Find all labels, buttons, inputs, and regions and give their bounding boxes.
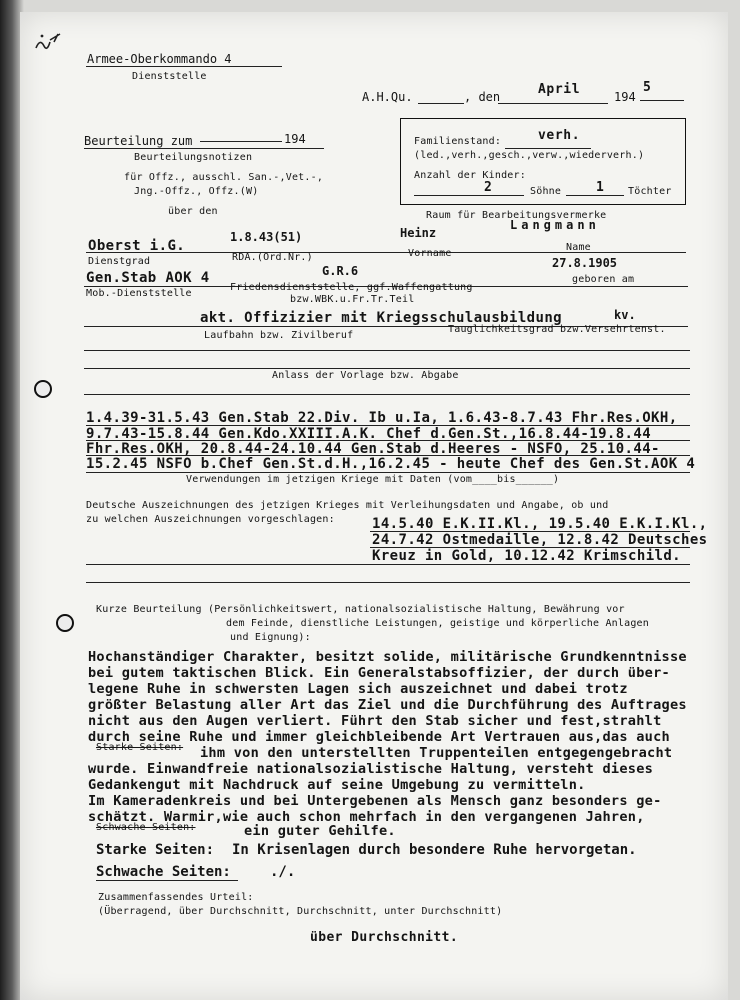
assessment-line-3: legene Ruhe in schwersten Lagen sich auszeichnet und dabei trotz <box>88 681 628 697</box>
fitness-label: Tauglichkeitsgrad bzw.Versehrtenst. <box>448 324 666 335</box>
fitness-value: kv. <box>614 308 636 322</box>
short-assessment-label-1: Kurze Beurteilung (Persönlichkeitswert, nationalsozialistische Haltung, Bewährung vor <box>96 604 625 615</box>
raum-label: Raum für Bearbeitungsvermerke <box>426 210 607 221</box>
den-label: , den <box>464 90 501 104</box>
assignment-line-1: 1.4.39-31.5.43 Gen.Stab 22.Div. Ib u.Ia, 1.6.43-8.7.43 Fhr.Res.OKH, <box>86 410 678 426</box>
family-status-underline <box>505 148 591 149</box>
assignment-underline-4 <box>86 472 690 473</box>
assessment-line-8: wurde. Einwandfreie nationalsozialistische Haltung, versteht dieses <box>88 761 654 777</box>
last-name-value: Langmann <box>510 218 600 232</box>
notes-label: Beurteilungsnotizen <box>134 152 253 163</box>
sons-count: 2 <box>484 180 493 195</box>
decoration-underline-1 <box>370 531 690 532</box>
summary-label: Zusammenfassendes Urteil: <box>98 892 254 903</box>
born-label: geboren am <box>572 274 635 285</box>
rank-value: Oberst i.G. <box>88 238 186 254</box>
short-assessment-label-2: dem Feinde, dienstliche Leistungen, geistige und körperliche Anlagen <box>226 618 649 629</box>
strengths-label: Starke Seiten: <box>96 842 215 858</box>
assessment-line-2: bei gutem taktischen Blick. Ein Generalstabsoffizier, der durch über- <box>88 665 670 681</box>
summary-value: über Durchschnitt. <box>310 930 459 945</box>
family-status-options: (led.,verh.,gesch.,verw.,wiederverh.) <box>414 150 645 161</box>
date-underline <box>498 103 608 104</box>
sons-label: Söhne <box>530 186 562 197</box>
decoration-underline-2 <box>370 547 690 548</box>
assessment-line-7: ihm von den unterstellten Truppenteilen entgegengebracht <box>200 745 673 761</box>
occasion-line-3 <box>84 394 690 395</box>
weaknesses-underline <box>96 880 238 881</box>
assignment-line-3: Fhr.Res.OKH, 20.8.44-24.10.44 Gen.Stab d.Heeres - NSFO, 25.10.44- <box>86 441 660 457</box>
assignment-line-2: 9.7.43-15.8.44 Gen.Kdo.XXIII.A.K. Chef d.Gen.St.,16.8.44-19.8.44 <box>86 426 652 442</box>
assignment-underline-2 <box>86 440 690 441</box>
strengths-value: In Krisenlagen durch besondere Ruhe hervorgetan. <box>232 842 637 858</box>
weaknesses-label: Schwache Seiten: <box>96 864 231 880</box>
sons-underline <box>414 195 524 196</box>
decoration-line-2: 24.7.42 Ostmedaille, 12.8.42 Deutsches <box>372 532 708 548</box>
ink-scribble <box>32 28 72 58</box>
first-name-label: Vorname <box>408 248 452 259</box>
assignment-underline-1 <box>86 425 690 426</box>
mob-unit-value: Gen.Stab AOK 4 <box>86 270 210 286</box>
decorations-label-1: Deutsche Auszeichnungen des jetzigen Krieges mit Verleihungsdaten und Angabe, ob und <box>86 500 609 511</box>
decoration-line-3: Kreuz in Gold, 10.12.42 Krimschild. <box>372 548 682 564</box>
command-title: Armee-Oberkommando 4 <box>87 52 232 66</box>
daughters-count: 1 <box>596 180 605 195</box>
decoration-underline-3 <box>86 564 690 565</box>
weaknesses-value: ./. <box>270 864 296 880</box>
assessment-line-4: größter Belastung aller Art das Ziel und die Durchführung des Auftrages <box>88 697 687 713</box>
decoration-line-1: 14.5.40 E.K.II.Kl., 19.5.40 E.K.I.Kl., <box>372 516 708 532</box>
command-underline <box>86 66 282 67</box>
year-underline <box>640 100 684 101</box>
rda-value: 1.8.43(51) <box>230 230 303 244</box>
decorations-label-2: zu welchen Auszeichnungen vorgeschlagen: <box>86 514 335 525</box>
assessment-title: Beurteilung zum <box>84 134 193 148</box>
assessment-line-10: Im Kameradenkreis und bei Untergebenen als Mensch ganz besonders ge- <box>88 793 662 809</box>
dienststelle-label: Dienststelle <box>132 71 207 82</box>
punch-hole-lower <box>56 614 74 632</box>
assessment-year-blank <box>200 141 282 142</box>
occasion-line-1 <box>84 350 690 351</box>
career-value: akt. Offizizier mit Kriegsschulausbildung <box>200 310 562 326</box>
family-status-value: verh. <box>538 128 581 143</box>
daughters-label: Töchter <box>628 186 672 197</box>
punch-hole-upper <box>34 380 52 398</box>
assessment-line-6: durch seine Ruhe und immer gleichbleibende Art Vertrauen aus,das auch <box>88 729 670 745</box>
peace-unit-value: G.R.6 <box>322 264 359 278</box>
ahqu-underline <box>418 103 464 104</box>
children-label: Anzahl der Kinder: <box>414 170 526 181</box>
assignments-label: Verwendungen im jetzigen Kriege mit Daten (vom____bis______) <box>186 474 560 485</box>
year-digit: 5 <box>643 80 652 95</box>
assessment-line-9: Gedankengut mit Nachdruck auf seine Umgebung zu vermitteln. <box>88 777 586 793</box>
rank-label: Dienstgrad <box>88 256 151 267</box>
person-row-1-line <box>86 252 686 253</box>
date-month: April <box>538 82 581 97</box>
assessment-line-1: Hochanständiger Charakter, besitzt solide, militärische Grundkenntnisse <box>88 649 687 665</box>
occasion-line-2 <box>84 368 690 369</box>
career-label: Laufbahn bzw. Zivilberuf <box>204 330 354 341</box>
family-status-label: Familienstand: <box>414 136 502 147</box>
assessment-line-12: ein guter Gehilfe. <box>244 823 396 839</box>
rda-label: RDA.(Ord.Nr.) <box>232 252 313 263</box>
year-prefix: 194 <box>614 90 636 104</box>
decoration-underline-4 <box>86 582 690 583</box>
mob-unit-label: Mob.-Dienststelle <box>86 288 192 299</box>
struck-out-label-2: Schwache Seiten: <box>96 822 196 833</box>
assessment-line-11: schätzt. Warmir,wie auch schon mehrfach in den vergangenen Jahren, <box>88 809 645 825</box>
struck-out-label-1: Starke Seiten: <box>96 742 184 753</box>
name-label: Name <box>566 242 591 253</box>
assessment-year: 194 <box>284 132 306 146</box>
for-officers-line-1: für Offz., ausschl. San.-,Vet.-, <box>124 172 324 183</box>
ueber-den-label: über den <box>168 206 218 217</box>
peace-unit-label-2: bzw.WBK.u.Fr.Tr.Teil <box>290 294 415 305</box>
for-officers-line-2: Jng.-Offz., Offz.(W) <box>134 186 259 197</box>
assignment-underline-3 <box>86 455 690 456</box>
occasion-label: Anlass der Vorlage bzw. Abgabe <box>272 370 459 381</box>
birth-date-value: 27.8.1905 <box>552 256 618 270</box>
summary-options: (Überragend, über Durchschnitt, Durchschnitt, unter Durchschnitt) <box>98 906 503 917</box>
short-assessment-label-3: und Eignung): <box>230 632 311 643</box>
peace-unit-label-1: Friedensdienststelle, ggf.Waffengattung <box>230 282 473 293</box>
daughters-underline <box>566 195 624 196</box>
assessment-line-5: nicht aus den Augen verliert. Führt den Stab sicher und fest,strahlt <box>88 713 662 729</box>
first-name-value: Heinz <box>400 226 437 240</box>
assignment-line-4: 15.2.45 NSFO b.Chef Gen.St.d.H.,16.2.45 - heute Chef des Gen.St.AOK 4 <box>86 456 696 472</box>
ahqu-label: A.H.Qu. <box>362 90 413 104</box>
assessment-title-underline <box>84 148 324 149</box>
